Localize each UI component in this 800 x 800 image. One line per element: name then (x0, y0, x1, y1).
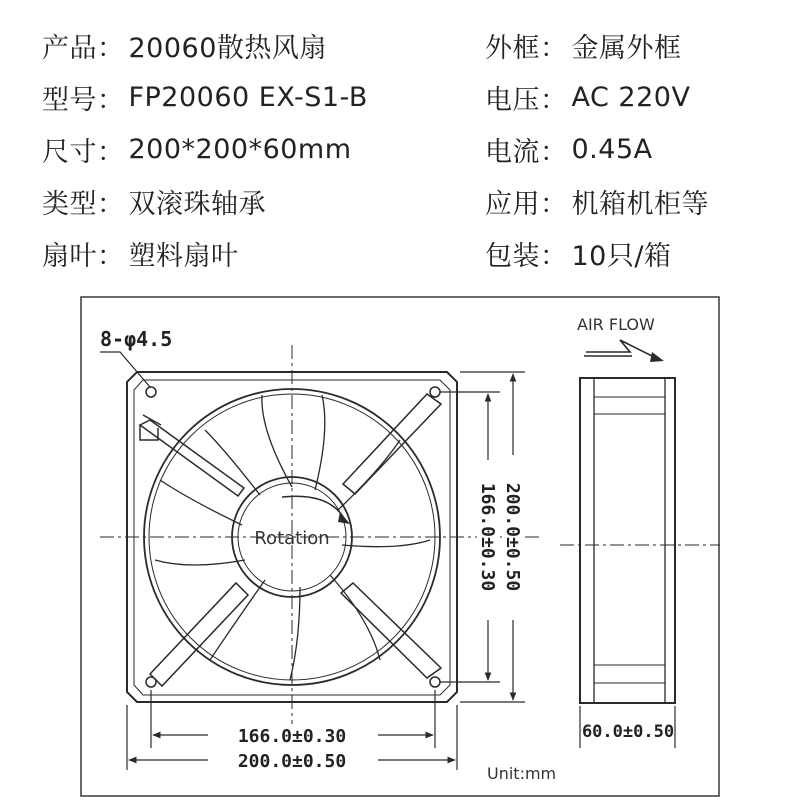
spec-key: 应用： (485, 188, 568, 220)
dim-depth: 60.0±0.50 (581, 722, 675, 742)
spec-value: FP20060 EX-S1-B (128, 81, 368, 113)
unit-label: Unit:mm (487, 764, 557, 783)
spec-key: 产品： (42, 32, 125, 64)
airflow-label: AIR FLOW (577, 315, 655, 334)
dim-frame-horizontal: 200.0±0.50 (237, 751, 347, 772)
dim-hole-spacing-vertical: 166.0±0.30 (477, 482, 498, 592)
front-view (100, 345, 720, 730)
spec-row-voltage (485, 77, 690, 117)
spec-value: 机箱机柜等 (571, 188, 709, 220)
spec-row-type (42, 181, 266, 221)
spec-value: 0.45A (571, 133, 653, 165)
airflow-arrow (586, 340, 660, 360)
spec-row-application (485, 181, 709, 221)
mounting-hole (146, 387, 156, 397)
spec-key: 扇叶： (42, 240, 125, 272)
spec-key: 尺寸： (42, 136, 125, 168)
rotation-arrow (282, 496, 345, 520)
spec-row-product (42, 25, 327, 65)
spec-key: 类型： (42, 188, 125, 220)
spec-row-model (42, 77, 368, 117)
spec-value: 双滚珠轴承 (128, 188, 266, 220)
spec-key: 电流： (485, 136, 568, 168)
spec-value: 200*200*60mm (128, 133, 352, 165)
spec-row-packaging (485, 233, 671, 273)
spec-value: 10只/箱 (571, 240, 672, 272)
fan-technical-drawing (0, 290, 800, 800)
dim-hole-spacing-horizontal: 166.0±0.30 (237, 726, 347, 747)
spec-key: 型号： (42, 84, 125, 116)
spec-value: 金属外框 (571, 32, 682, 64)
spec-key: 包装： (485, 240, 568, 272)
spec-value: 20060散热风扇 (128, 32, 327, 64)
spec-table (0, 0, 800, 290)
centerlines (100, 345, 720, 730)
spec-key: 外框： (485, 32, 568, 64)
side-view (580, 340, 675, 748)
hole-spec-label: 8-φ4.5 (100, 327, 173, 351)
spec-row-size (42, 129, 352, 169)
dim-frame-vertical: 200.0±0.50 (502, 482, 523, 592)
hole-spec-leader (100, 352, 150, 387)
rotation-label: Rotation (254, 528, 330, 549)
mounting-hole (430, 677, 440, 687)
spec-row-current (485, 129, 653, 169)
spec-row-frame (485, 25, 682, 65)
spec-value: 塑料扇叶 (128, 240, 239, 272)
spec-key: 电压： (485, 84, 568, 116)
spec-value: AC 220V (571, 81, 691, 113)
spec-row-blade (42, 233, 239, 273)
mounting-hole (430, 387, 440, 397)
